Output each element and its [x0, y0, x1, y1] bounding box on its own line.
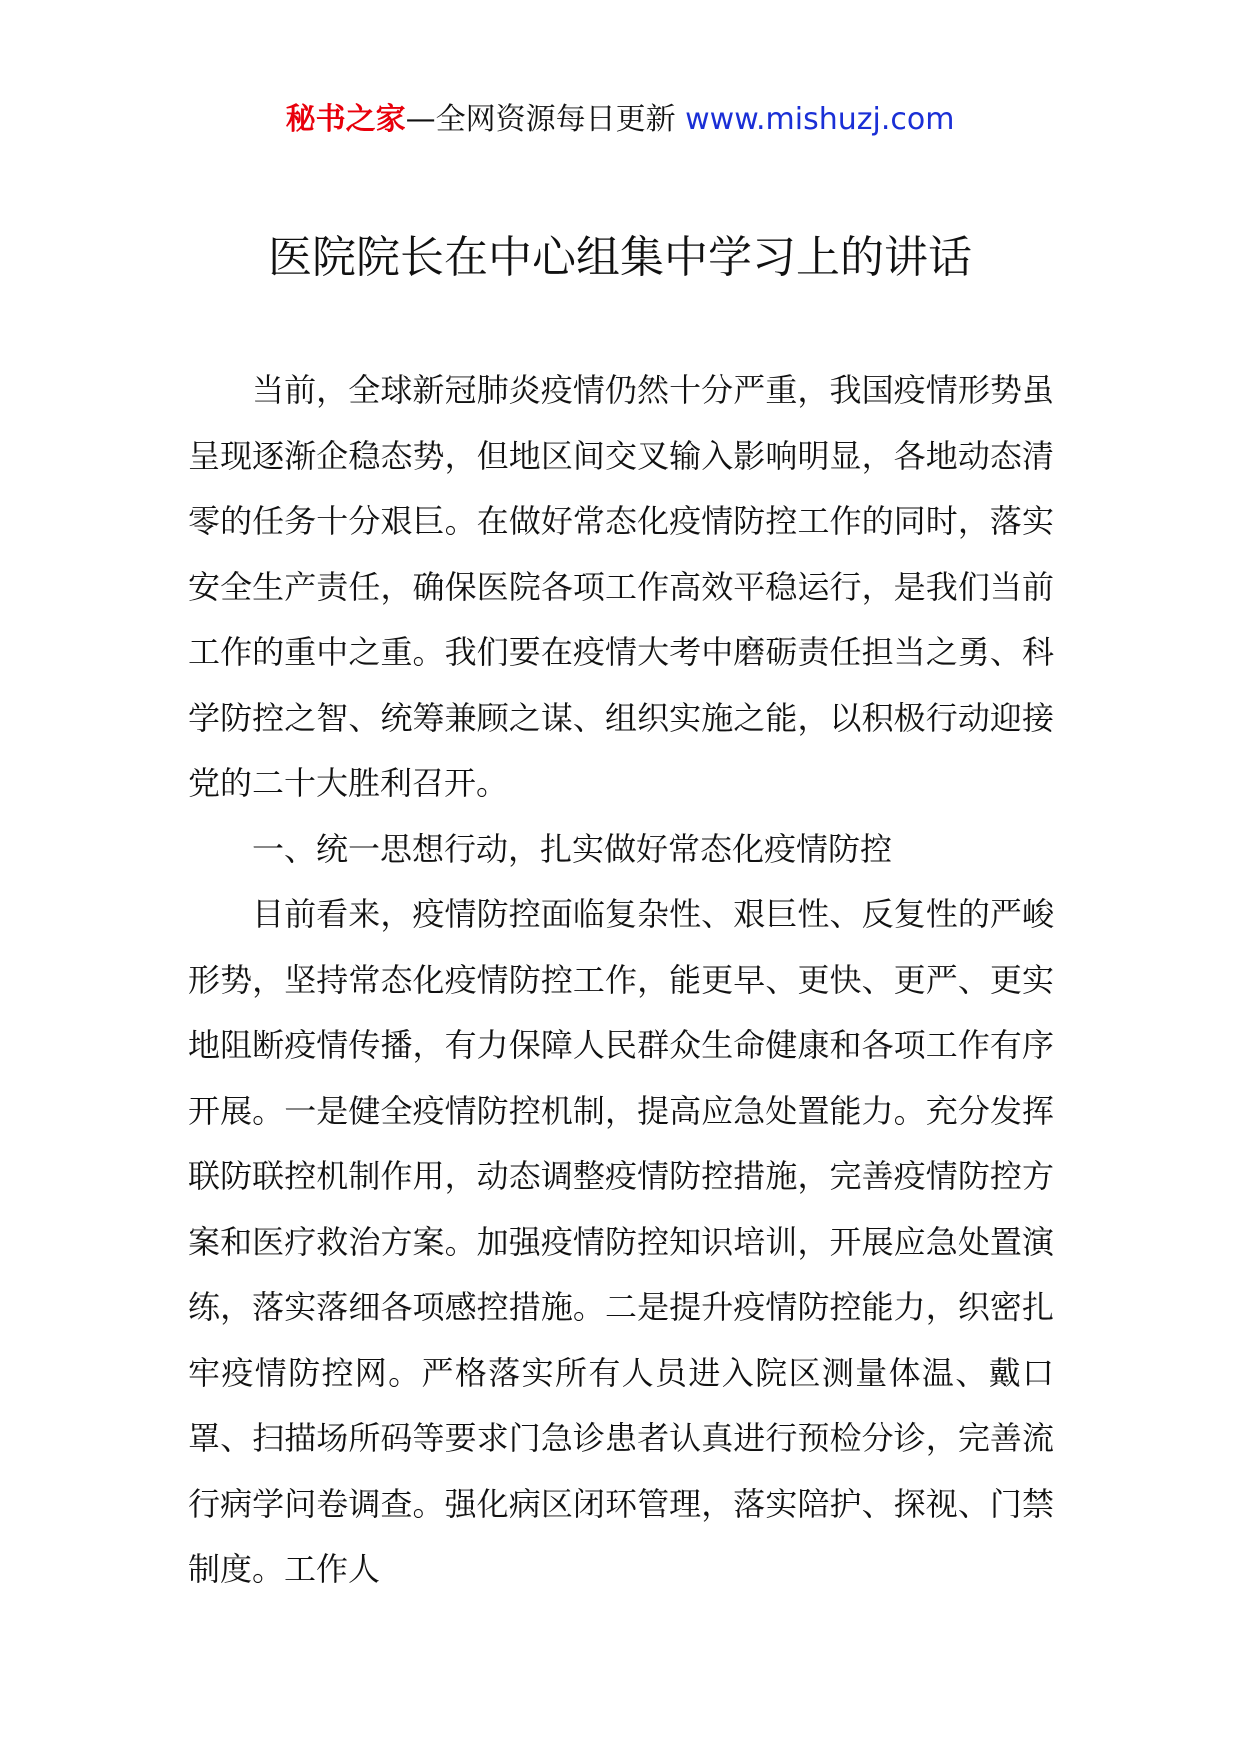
section-heading-1: 一、统一思想行动，扎实做好常态化疫情防控 [252, 829, 893, 868]
site-header [0, 100, 1240, 140]
site-url[interactable]: www.mishuzj.com [685, 102, 955, 137]
document-body [188, 358, 1054, 1603]
site-brand: 秘书之家 [285, 102, 406, 137]
document-title: 医院院长在中心组集中学习上的讲话 [268, 232, 972, 283]
paragraph-intro: 当前，全球新冠肺炎疫情仍然十分严重，我国疫情形势虽呈现逐渐企稳态势，但地区间交叉输入影响明显，各地动态清零的任务十分艰巨。在做好常态化疫情防控工作的同时，落实安全生产责任，确保医院各项工作高效平稳运行，是我们当前工作的重中之重。我们要在疫情大考中磨砺责任担当之勇、科学防控之智、统筹兼顾之谋、组织实施之能，以积极行动迎接党的二十大胜利召开。 [188, 371, 1054, 802]
paragraph-section-1: 目前看来，疫情防控面临复杂性、艰巨性、反复性的严峻形势，坚持常态化疫情防控工作，能更早、更快、更严、更实地阻断疫情传播，有力保障人民群众生命健康和各项工作有序开展。一是健全疫情防控机制，提高应急处置能力。充分发挥联防联控机制作用，动态调整疫情防控措施，完善疫情防控方案和医疗救治方案。加强疫情防控知识培训，开展应急处置演练，落实落细各项感控措施。二是提升疫情防控能力，织密扎牢疫情防控网。严格落实所有人员进入院区测量体温、戴口罩、扫描场所码等要求门急诊患者认真进行预检分诊，完善流行病学问卷调查。强化病区闭环管理，落实陪护、探视、门禁制度。工作人 [188, 895, 1054, 1588]
site-slogan: —全网资源每日更新 [405, 102, 686, 137]
